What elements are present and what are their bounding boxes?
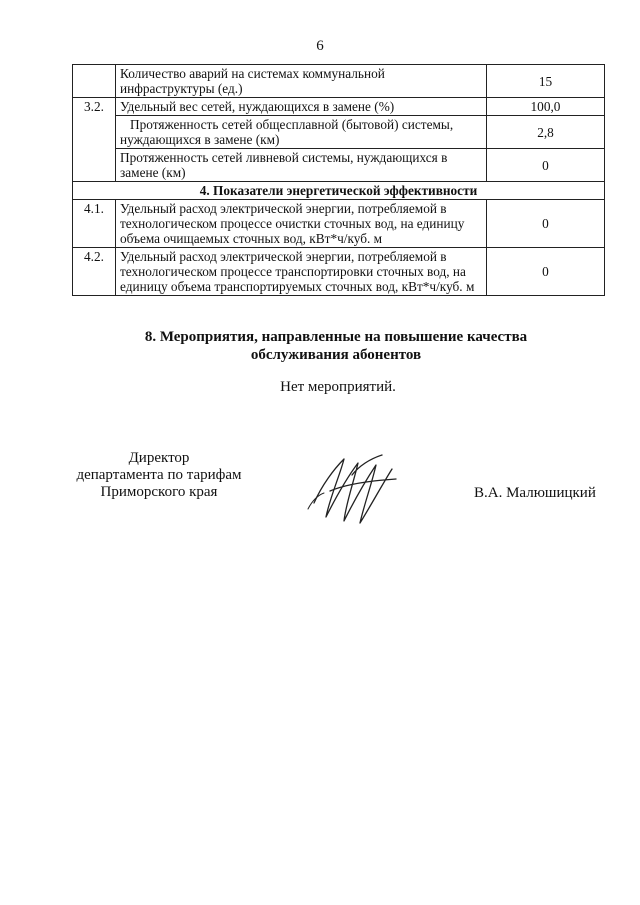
row-indicator-name: Протяженность сетей ливневой системы, нуждающихся в замене (км) (116, 149, 487, 182)
section-8-body: Нет мероприятий. (280, 379, 396, 395)
row-value: 0 (487, 248, 605, 296)
row-indicator-name: Количество аварий на системах коммунальной инфраструктуры (ед.) (116, 65, 487, 98)
row-number: 3.2. (73, 98, 116, 182)
table-row (73, 200, 605, 248)
signer-title-line2: департамента по тарифам (76, 467, 242, 483)
row-indicator-name: Удельный расход электрической энергии, потребляемой в технологическом процессе транспортировки сточных вод, на единицу объема транспортируемых сточных вод, кВт*ч/куб. м (116, 248, 487, 296)
handwritten-signature (300, 445, 410, 535)
row-number: 4.2. (73, 248, 116, 296)
page-number: 6 (316, 38, 324, 54)
section-8-title-line2: обслуживания абонентов (250, 347, 422, 363)
row-indicator-name: Протяженность сетей общесплавной (бытовой) системы, нуждающихся в замене (км) (116, 116, 487, 149)
table-row (73, 116, 605, 149)
row-number (73, 65, 116, 98)
table-row (73, 65, 605, 98)
row-number: 4.1. (73, 200, 116, 248)
section-header: 4. Показатели энергетической эффективности (73, 182, 605, 200)
signer-title-line1: Директор (128, 450, 190, 466)
row-value: 0 (487, 200, 605, 248)
row-value: 0 (487, 149, 605, 182)
table-row (73, 98, 605, 116)
row-value: 2,8 (487, 116, 605, 149)
section-header-row (73, 182, 605, 200)
signer-title-line3: Приморского края (100, 484, 218, 500)
table-row (73, 149, 605, 182)
row-indicator-name: Удельный вес сетей, нуждающихся в замене (%) (116, 98, 487, 116)
table-row (73, 248, 605, 296)
section-8-title (0, 328, 640, 364)
row-value: 15 (487, 65, 605, 98)
indicators-table (72, 64, 605, 296)
row-value: 100,0 (487, 98, 605, 116)
signer-name: В.А. Малюшицкий (474, 485, 596, 501)
section-8-title-line1: 8. Мероприятия, направленные на повышение качества (144, 329, 528, 345)
row-indicator-name: Удельный расход электрической энергии, потребляемой в технологическом процессе очистки сточных вод, на единицу объема очищаемых сточных вод, кВт*ч/куб. м (116, 200, 487, 248)
signer-title (60, 450, 258, 501)
